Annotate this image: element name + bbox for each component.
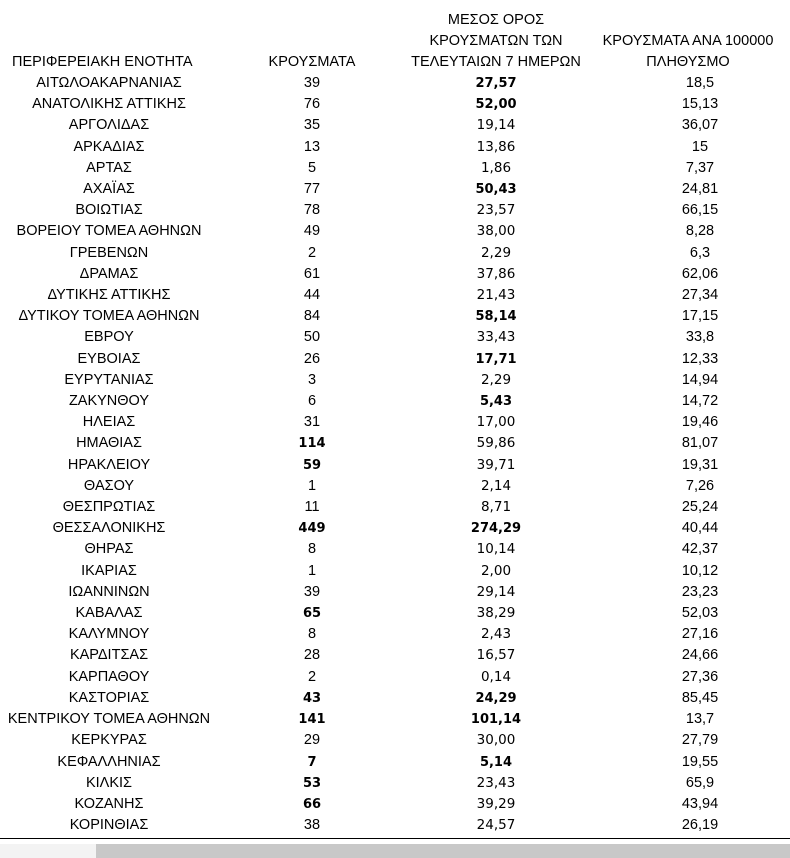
table-row (0, 179, 790, 200)
rate-cell[interactable]: 33,8 (685, 329, 715, 346)
rate-cell[interactable]: 26,19 (681, 817, 719, 834)
region-cell[interactable]: ΚΟΖΑΝΗΣ (74, 795, 144, 812)
header-rate-line1: ΚΡΟΥΣΜΑΤΑ ΑΝΑ 100000 (602, 33, 774, 49)
region-cell[interactable]: ΚΙΛΚΙΣ (85, 774, 133, 791)
avg-cell[interactable]: 0,14 (480, 668, 512, 685)
region-cell[interactable]: ΓΡΕΒΕΝΩΝ (69, 244, 149, 261)
table-row (0, 794, 790, 815)
cases-cell[interactable]: 44 (303, 287, 321, 304)
cases-cell[interactable]: 141 (298, 712, 326, 728)
region-cell[interactable]: ΚΕΝΤΡΙΚΟΥ ΤΟΜΕΑ ΑΘΗΝΩΝ (7, 711, 211, 728)
rate-cell[interactable]: 7,26 (685, 477, 715, 494)
table-row (0, 327, 790, 348)
table-row (0, 94, 790, 115)
avg-cell[interactable]: 19,14 (476, 117, 516, 134)
avg-cell[interactable]: 59,86 (476, 435, 516, 452)
table-row (0, 200, 790, 221)
rate-cell[interactable]: 27,79 (681, 732, 719, 749)
table-row (0, 349, 790, 370)
rate-cell[interactable]: 81,07 (681, 435, 719, 452)
region-cell[interactable]: ΘΕΣΠΡΩΤΙΑΣ (62, 499, 156, 516)
avg-cell[interactable]: 2,43 (480, 626, 512, 643)
rate-cell[interactable]: 40,44 (681, 520, 719, 537)
cases-cell[interactable]: 31 (303, 414, 321, 431)
avg-cell[interactable]: 16,57 (476, 647, 516, 664)
rate-cell[interactable]: 23,23 (681, 583, 719, 600)
cases-cell[interactable]: 5 (307, 159, 317, 176)
cases-cell[interactable]: 8 (307, 541, 317, 558)
table-row (0, 264, 790, 285)
cases-cell[interactable]: 1 (307, 562, 317, 579)
cases-cell[interactable]: 65 (302, 606, 322, 622)
rate-cell[interactable]: 10,12 (681, 562, 719, 579)
table-row (0, 73, 790, 94)
cases-cell[interactable]: 114 (298, 436, 326, 452)
table-row (0, 815, 790, 836)
table-row (0, 412, 790, 433)
region-cell[interactable]: ΑΧΑΪΑΣ (83, 181, 135, 198)
table-row (0, 603, 790, 624)
bottom-border (0, 838, 790, 839)
header-cases[interactable] (218, 0, 406, 73)
region-cell[interactable]: ΚΑΡΠΑΘΟΥ (68, 668, 150, 685)
header-row (0, 0, 790, 73)
table-row (0, 285, 790, 306)
cases-cell[interactable]: 13 (303, 138, 321, 155)
region-cell[interactable]: ΖΑΚΥΝΘΟΥ (68, 393, 150, 410)
region-cell[interactable]: ΗΛΕΙΑΣ (82, 414, 136, 431)
avg-cell[interactable]: 30,00 (476, 732, 516, 749)
rate-cell[interactable]: 24,66 (681, 647, 719, 664)
rate-cell[interactable]: 52,03 (681, 605, 719, 622)
region-cell[interactable]: ΙΚΑΡΙΑΣ (81, 562, 137, 579)
region-cell[interactable]: ΘΕΣΣΑΛΟΝΙΚΗΣ (52, 520, 166, 537)
region-cell[interactable]: ΑΡΓΟΛΙΔΑΣ (68, 117, 150, 134)
header-region-label: ΠΕΡΙΦΕΡΕΙΑΚΗ ΕΝΟΤΗΤΑ (12, 54, 193, 70)
cases-cell[interactable]: 28 (303, 647, 321, 664)
rate-cell[interactable]: 18,5 (685, 75, 715, 91)
rate-cell[interactable]: 24,81 (681, 181, 719, 198)
table-row (0, 730, 790, 751)
avg-cell[interactable]: 23,43 (476, 774, 516, 791)
region-cell[interactable]: ΘΑΣΟΥ (83, 477, 135, 494)
avg-cell[interactable]: 17,71 (475, 351, 517, 367)
cases-cell[interactable]: 66 (302, 796, 322, 812)
table-header (0, 0, 790, 73)
table-row (0, 561, 790, 582)
header-avg[interactable] (406, 0, 586, 73)
rate-cell[interactable]: 6,3 (689, 244, 711, 261)
rate-cell[interactable]: 36,07 (681, 117, 719, 134)
avg-cell[interactable]: 17,00 (476, 414, 516, 431)
header-cases-label: ΚΡΟΥΣΜΑΤΑ (268, 54, 356, 70)
region-cell[interactable]: ΚΑΛΥΜΝΟΥ (68, 626, 150, 643)
cases-cell[interactable]: 50 (303, 329, 321, 346)
rate-cell[interactable]: 42,37 (681, 541, 719, 558)
table-body (0, 73, 790, 836)
table-row (0, 582, 790, 603)
table-row (0, 773, 790, 794)
rate-cell[interactable]: 7,37 (685, 159, 715, 176)
cases-cell[interactable]: 38 (303, 817, 321, 834)
avg-cell[interactable]: 101,14 (470, 712, 522, 728)
table-row (0, 688, 790, 709)
table-row (0, 497, 790, 518)
rate-cell[interactable]: 27,16 (681, 626, 719, 643)
avg-cell[interactable]: 274,29 (470, 521, 522, 537)
cases-cell[interactable]: 26 (303, 350, 321, 367)
rate-cell[interactable]: 15 (691, 138, 709, 155)
cases-cell[interactable]: 2 (307, 244, 317, 261)
avg-cell[interactable]: 38,29 (476, 605, 516, 622)
table-row (0, 752, 790, 773)
table-row (0, 243, 790, 264)
region-cell[interactable]: ΔΥΤΙΚΗΣ ΑΤΤΙΚΗΣ (47, 287, 171, 304)
avg-cell[interactable]: 23,57 (476, 202, 516, 219)
rate-cell[interactable]: 62,06 (681, 265, 719, 282)
table-row (0, 115, 790, 136)
region-cell[interactable]: ΚΑΡΔΙΤΣΑΣ (69, 647, 149, 664)
avg-cell[interactable]: 39,71 (476, 456, 516, 473)
rate-cell[interactable]: 12,33 (681, 350, 719, 367)
rate-cell[interactable]: 13,7 (685, 711, 715, 728)
region-cell[interactable]: ΔΡΑΜΑΣ (79, 265, 139, 282)
avg-cell[interactable]: 2,00 (480, 562, 512, 579)
table-row (0, 137, 790, 158)
cases-cell[interactable]: 6 (307, 393, 317, 410)
cases-cell[interactable]: 78 (303, 202, 321, 219)
region-cell[interactable]: ΙΩΑΝΝΙΝΩΝ (68, 583, 150, 600)
cases-cell[interactable]: 8 (307, 626, 317, 643)
rate-cell[interactable]: 25,24 (681, 499, 719, 516)
region-cell[interactable]: ΕΥΡΥΤΑΝΙΑΣ (64, 371, 154, 388)
rate-cell[interactable]: 17,15 (681, 308, 719, 325)
cases-cell[interactable]: 43 (302, 690, 322, 706)
scrollbar-thumb[interactable] (96, 844, 790, 858)
avg-cell[interactable]: 5,43 (479, 394, 513, 410)
cases-cell[interactable]: 59 (302, 457, 322, 473)
rate-cell[interactable]: 43,94 (681, 795, 719, 812)
region-cell[interactable]: ΚΑΣΤΟΡΙΑΣ (68, 689, 150, 706)
header-avg-line2: ΚΡΟΥΣΜΑΤΩΝ ΤΩΝ (429, 33, 563, 49)
avg-cell[interactable]: 21,43 (476, 287, 516, 304)
cases-cell[interactable]: 11 (304, 499, 320, 516)
region-cell[interactable]: ΚΑΒΑΛΑΣ (75, 605, 143, 622)
avg-cell[interactable]: 8,71 (480, 499, 512, 516)
avg-cell[interactable]: 24,29 (475, 690, 517, 706)
cases-cell[interactable]: 7 (307, 754, 317, 770)
table-row (0, 667, 790, 688)
horizontal-scrollbar[interactable] (0, 844, 790, 858)
table-row (0, 370, 790, 391)
cases-cell[interactable]: 76 (303, 96, 321, 113)
region-cell[interactable]: ΚΕΡΚΥΡΑΣ (71, 732, 147, 749)
rate-cell[interactable]: 15,13 (681, 96, 719, 113)
region-cell[interactable]: ΑΡΚΑΔΙΑΣ (73, 138, 145, 155)
avg-cell[interactable]: 39,29 (476, 795, 516, 812)
rate-cell[interactable]: 14,72 (681, 393, 719, 410)
table-row (0, 539, 790, 560)
avg-cell[interactable]: 13,86 (476, 138, 516, 155)
avg-cell[interactable]: 10,14 (476, 541, 516, 558)
region-cell[interactable]: ΕΒΡΟΥ (84, 329, 134, 346)
cases-cell[interactable]: 39 (303, 75, 321, 91)
region-cell[interactable]: ΗΡΑΚΛΕΙΟΥ (67, 456, 151, 473)
avg-cell[interactable]: 29,14 (476, 583, 516, 600)
table-row (0, 624, 790, 645)
cases-cell[interactable]: 35 (303, 117, 321, 134)
table-row (0, 391, 790, 412)
region-cell[interactable]: ΚΕΦΑΛΛΗΝΙΑΣ (57, 753, 161, 770)
region-cell[interactable]: ΔΥΤΙΚΟΥ ΤΟΜΕΑ ΑΘΗΝΩΝ (18, 308, 200, 325)
region-cell[interactable]: ΑΙΤΩΛΟΑΚΑΡΝΑΝΙΑΣ (36, 75, 182, 91)
table-row (0, 476, 790, 497)
avg-cell[interactable]: 37,86 (476, 265, 516, 282)
avg-cell[interactable]: 50,43 (475, 182, 517, 198)
rate-cell[interactable]: 14,94 (681, 371, 719, 388)
cases-cell[interactable]: 3 (307, 371, 317, 388)
rate-cell[interactable]: 85,45 (681, 689, 719, 706)
avg-cell[interactable]: 33,43 (476, 329, 516, 346)
cases-cell[interactable]: 29 (303, 732, 321, 749)
rate-cell[interactable]: 19,31 (681, 456, 719, 473)
rate-cell[interactable]: 19,55 (681, 753, 719, 770)
header-avg-line3: ΤΕΛΕΥΤΑΙΩΝ 7 ΗΜΕΡΩΝ (411, 54, 581, 70)
table-row (0, 518, 790, 539)
avg-cell[interactable]: 1,86 (480, 159, 512, 176)
avg-cell[interactable]: 27,57 (475, 76, 517, 91)
avg-cell[interactable]: 2,29 (480, 244, 512, 261)
region-cell[interactable]: ΚΟΡΙΝΘΙΑΣ (69, 817, 149, 834)
table-row (0, 221, 790, 242)
cases-cell[interactable]: 39 (303, 583, 321, 600)
rate-cell[interactable]: 19,46 (681, 414, 719, 431)
region-cell[interactable]: ΒΟΙΩΤΙΑΣ (75, 202, 143, 219)
rate-cell[interactable]: 65,9 (685, 774, 715, 791)
avg-cell[interactable]: 2,14 (480, 477, 512, 494)
region-cell[interactable]: ΑΝΑΤΟΛΙΚΗΣ ΑΤΤΙΚΗΣ (32, 96, 186, 113)
table-row (0, 645, 790, 666)
region-cell[interactable]: ΘΗΡΑΣ (84, 541, 134, 558)
rate-cell[interactable]: 27,34 (681, 287, 719, 304)
table-row (0, 158, 790, 179)
header-region[interactable] (0, 0, 218, 73)
table-row (0, 306, 790, 327)
cases-cell[interactable]: 449 (298, 521, 326, 537)
region-cell[interactable]: ΕΥΒΟΙΑΣ (77, 350, 141, 367)
avg-cell[interactable]: 58,14 (475, 309, 517, 325)
cases-cell[interactable]: 2 (307, 668, 317, 685)
region-cell[interactable]: ΑΡΤΑΣ (86, 159, 132, 176)
rate-cell[interactable]: 27,36 (681, 668, 719, 685)
cases-cell[interactable]: 49 (303, 223, 321, 240)
rate-cell[interactable]: 66,15 (681, 202, 719, 219)
avg-cell[interactable]: 38,00 (476, 223, 516, 240)
cases-cell[interactable]: 61 (303, 265, 321, 282)
cases-cell[interactable]: 84 (303, 308, 321, 325)
cases-cell[interactable]: 1 (307, 477, 317, 494)
region-cell[interactable]: ΒΟΡΕΙΟΥ ΤΟΜΕΑ ΑΘΗΝΩΝ (16, 223, 202, 240)
table-row (0, 709, 790, 730)
avg-cell[interactable]: 52,00 (475, 97, 517, 113)
cases-cell[interactable]: 53 (302, 775, 322, 791)
region-cell[interactable]: ΗΜΑΘΙΑΣ (76, 435, 142, 452)
avg-cell[interactable]: 2,29 (480, 371, 512, 388)
header-avg-line1: ΜΕΣΟΣ ΟΡΟΣ (447, 12, 545, 28)
avg-cell[interactable]: 24,57 (476, 817, 516, 834)
table-row (0, 433, 790, 454)
cases-cell[interactable]: 77 (303, 181, 321, 198)
header-rate[interactable] (586, 0, 790, 73)
table-row (0, 455, 790, 476)
avg-cell[interactable]: 5,14 (479, 754, 513, 770)
header-rate-line2: ΠΛΗΘΥΣΜΟ (646, 54, 730, 70)
rate-cell[interactable]: 8,28 (685, 223, 715, 240)
